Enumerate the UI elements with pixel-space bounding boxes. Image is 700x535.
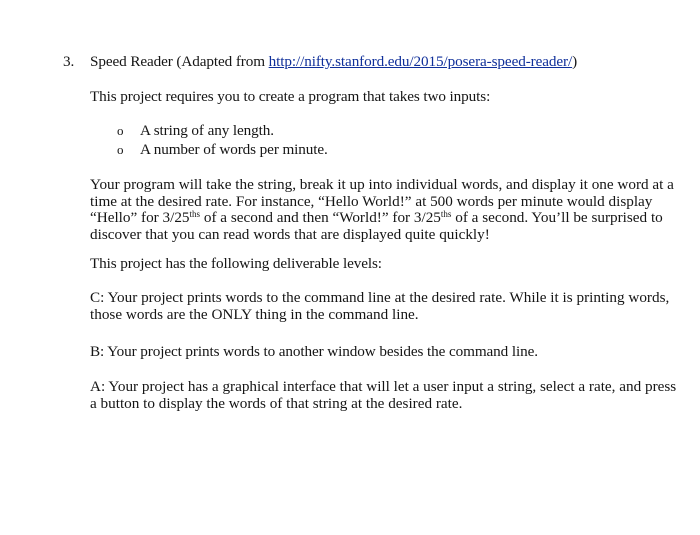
description-paragraph [90,176,674,243]
section-number: 3. [63,53,75,70]
levels-intro: This project has the following deliverable levels: [90,255,382,272]
heading-suffix: ) [572,53,578,70]
bullet-item: A string of any length. [140,122,274,139]
description-line: “Hello” for $3/25^{ths}$ of a second and then “World!” for $3/25^{ths}$ of a second. You’ll be surprised to [90,209,663,226]
bullet-item: A number of words per minute. [140,141,328,158]
bullet-circle-icon: o [117,142,124,157]
bullet-circle-icon: o [117,123,124,138]
description-line: time at the desired rate. For instance, “Hello World!” at 500 words per minute would display [90,192,653,210]
heading-link[interactable]: http://nifty.stanford.edu/2015/posera-speed-reader/ [268,53,573,70]
level-c-paragraph: C: Your project prints words to the command line at the desired rate. While it is printing words, those words are the ONLY thing in the command line. [90,289,670,323]
section-heading [90,53,577,70]
intro-paragraph: This project requires you to create a program that takes two inputs: [90,88,491,105]
level-a-paragraph: A: Your project has a graphical interface that will let a user input a string, select a rate, and press a button to display the words of that string at the desired rate. [90,378,677,412]
description-line: Your program will take the string, break it up into individual words, and display it one word at a [90,176,674,193]
level-b-paragraph: B: Your project prints words to another window besides the command line. [90,343,538,360]
description-line: discover that you can read words that are displayed quite quickly! [90,225,490,243]
heading-prefix: Speed Reader (Adapted from [90,53,269,70]
